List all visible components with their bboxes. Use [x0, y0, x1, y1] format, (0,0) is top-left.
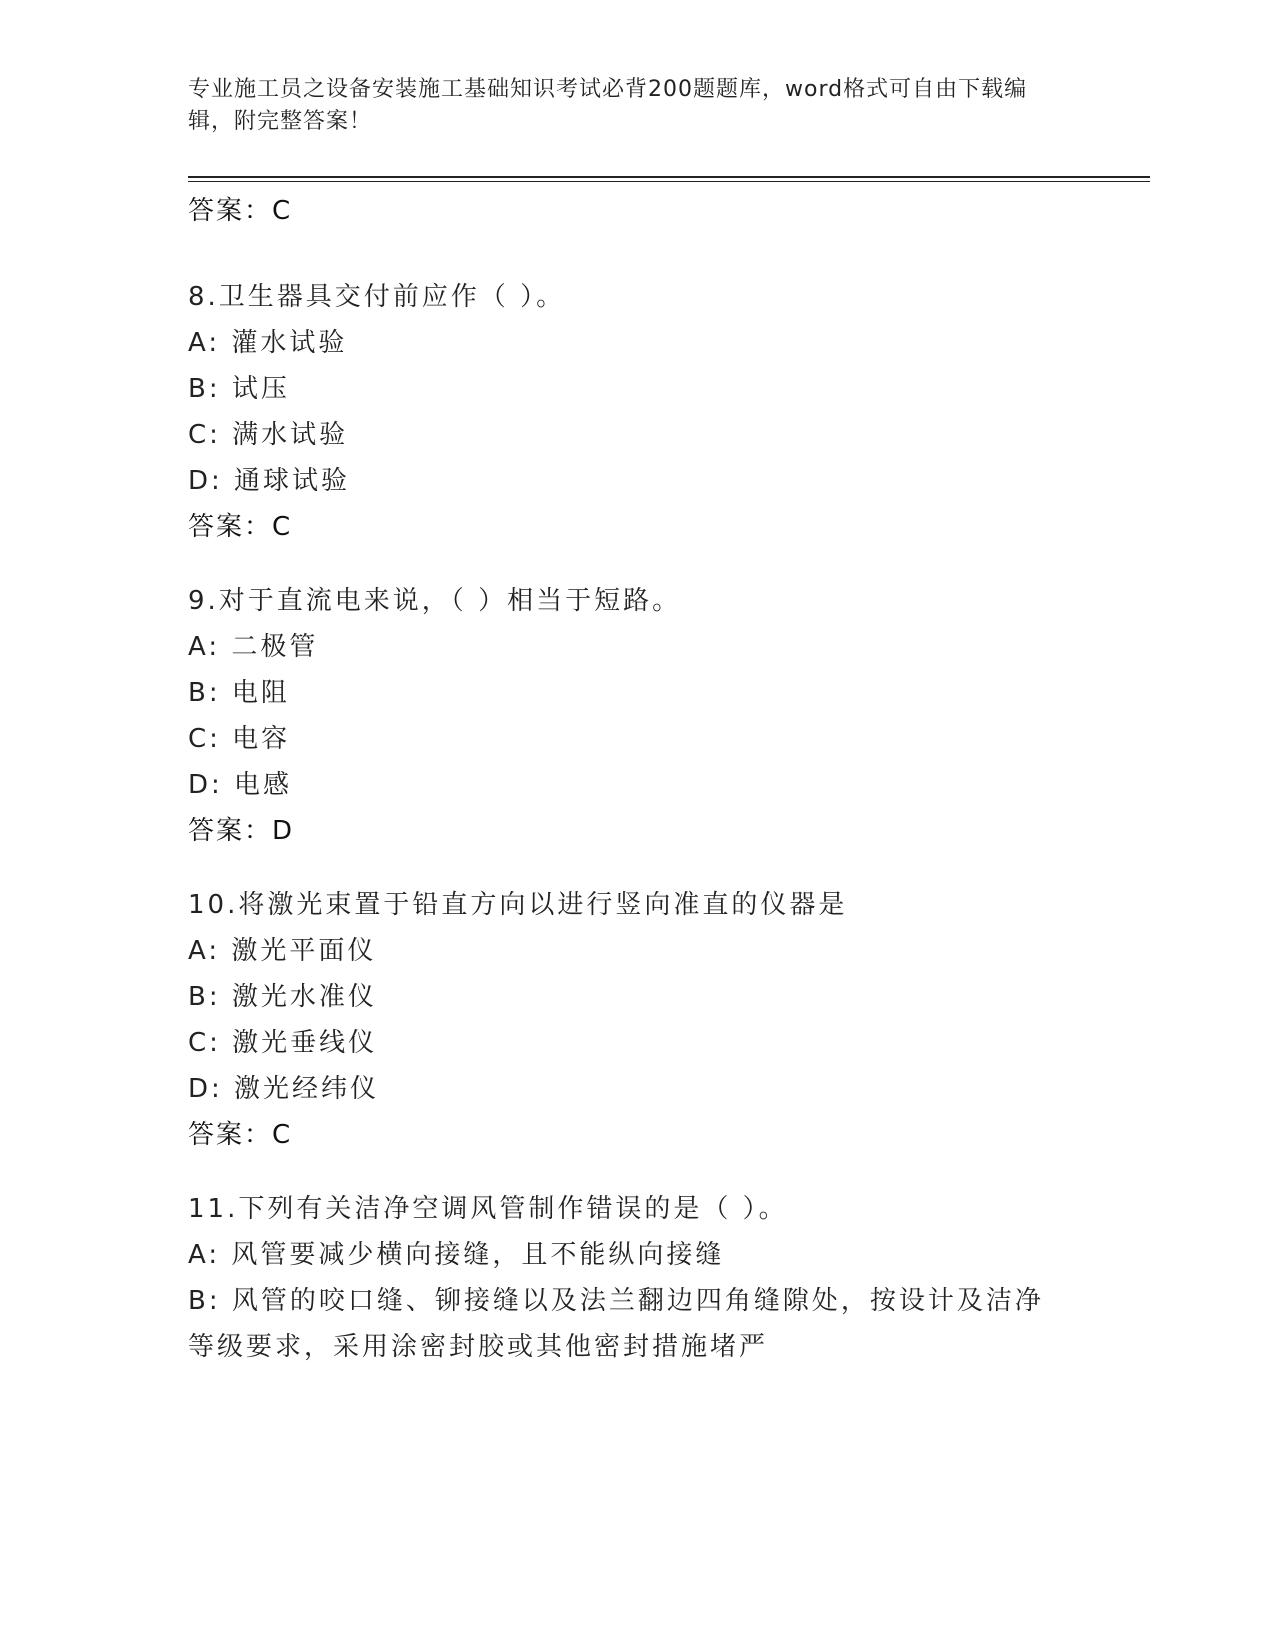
option-d: D: 激光经纬仪 [188, 1074, 380, 1104]
option-c: C: 激光垂线仪 [188, 1028, 378, 1058]
option-b: B: 激光水准仪 [188, 982, 377, 1012]
question-10 [188, 882, 1088, 1158]
answer-text: 答案：C [188, 1120, 293, 1150]
option-c: C: 电容 [188, 724, 291, 754]
option-d: D: 通球试验 [188, 466, 351, 496]
option-a: A: 二极管 [188, 632, 319, 662]
option-b: B: 试压 [188, 374, 290, 404]
option-b: B: 风管的咬口缝、铆接缝以及法兰翻边四角缝隙处，按设计及洁净等级要求，采用涂密封胶或其他密封措施堵严 [188, 1286, 1044, 1362]
question-stem: 8.卫生器具交付前应作（ ）。 [188, 282, 566, 312]
option-a: A: 风管要减少横向接缝，且不能纵向接缝 [188, 1240, 725, 1270]
document-header: 专业施工员之设备安装施工基础知识考试必背200题题库，word格式可自由下载编辑，附完整答案！ [188, 77, 1028, 134]
option-a: A: 灌水试验 [188, 328, 348, 358]
question-stem: 10.将激光束置于铅直方向以进行竖向准直的仪器是 [188, 890, 848, 920]
answer-text: 答案：C [188, 196, 293, 226]
previous-answer-block [188, 188, 1088, 234]
header-divider [188, 176, 1150, 178]
option-b: B: 电阻 [188, 678, 290, 708]
question-stem: 9.对于直流电来说，（ ）相当于短路。 [188, 586, 682, 616]
answer-text: 答案：C [188, 512, 293, 542]
option-d: D: 电感 [188, 770, 293, 800]
option-c: C: 满水试验 [188, 420, 349, 450]
option-a: A: 激光平面仪 [188, 936, 377, 966]
question-11 [188, 1186, 1088, 1370]
question-stem: 11.下列有关洁净空调风管制作错误的是（ ）。 [188, 1194, 788, 1224]
question-8 [188, 274, 1088, 550]
header-divider-thin [188, 181, 1150, 182]
question-9 [188, 578, 1088, 854]
answer-text: 答案：D [188, 816, 295, 846]
